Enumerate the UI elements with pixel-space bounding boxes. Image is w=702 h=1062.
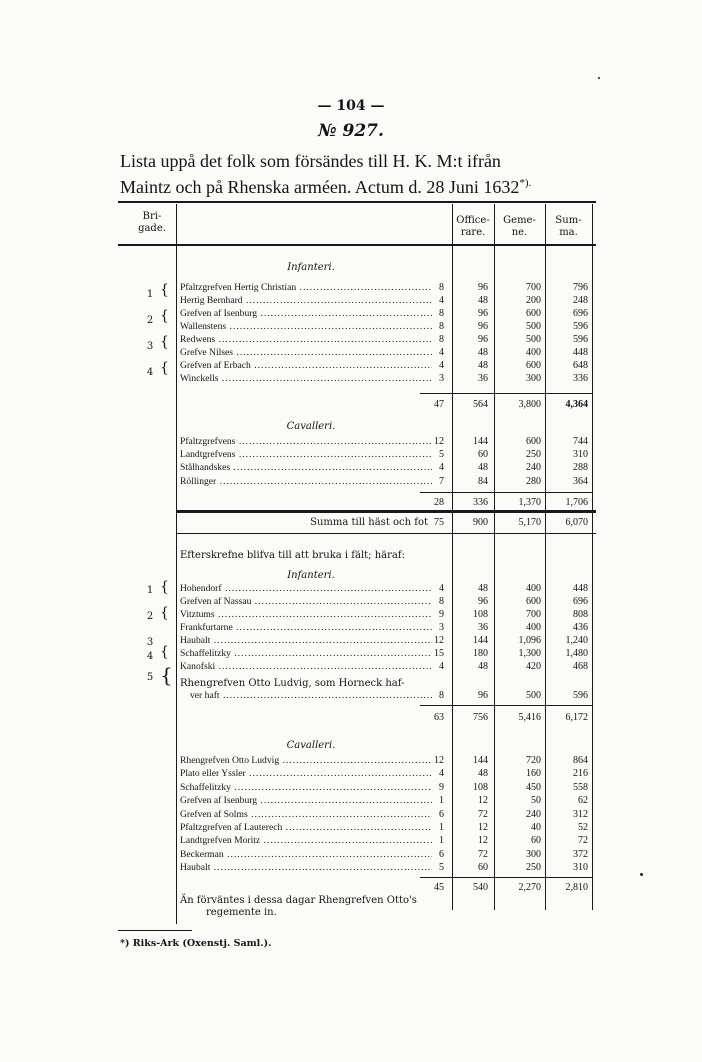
table-row-name: Grefve Nilses ..... <box>180 347 432 358</box>
part2-infantry-total-count: 63 <box>434 712 444 723</box>
title-line-2: Maintz och på Rhenska arméen. Actum d. 28 Juni 1632*). <box>120 177 532 197</box>
table-cell-count: 4 <box>439 360 444 371</box>
table-row-name: Grefven af Erbach ..... <box>180 360 432 371</box>
header-bottom-rule <box>118 244 596 246</box>
table-row-name: Landtgrefvens ..... <box>180 449 432 460</box>
table-cell-count: 15 <box>434 648 444 659</box>
officers-column-rule-left <box>452 204 453 910</box>
table-cell-count: 9 <box>439 781 444 793</box>
table-cell-count: 7 <box>439 475 444 487</box>
table-cell-soldiers: 40 <box>531 822 541 833</box>
sum-column-rule-left <box>545 204 546 910</box>
table-cell-count: 12 <box>434 436 444 447</box>
table-cell-sum: 336 <box>573 373 588 384</box>
table-row-name: Hohendorf ..... <box>180 583 432 594</box>
otto-ludvig-officers: 96 <box>478 690 488 701</box>
table-cell-sum: 216 <box>573 768 588 780</box>
table-cell-officers: 144 <box>473 436 488 447</box>
table-cell-officers: 60 <box>478 449 488 461</box>
brace: { <box>160 308 169 324</box>
table-row-name: Kanofski ..... <box>180 661 432 672</box>
table-cell-count: 9 <box>439 609 444 620</box>
table-cell-sum: 864 <box>573 755 588 766</box>
table-cell-officers: 96 <box>478 321 488 332</box>
brigade-number: 2 <box>146 611 154 622</box>
otto-ludvig-line-2: ver haft ..... <box>190 690 432 701</box>
table-cell-soldiers: 400 <box>526 622 541 633</box>
brace: { <box>160 579 169 595</box>
table-cell-sum: 596 <box>573 321 588 332</box>
grand-total-sum: 6,070 <box>565 517 588 528</box>
table-cell-officers: 48 <box>478 295 488 306</box>
table-cell-officers: 48 <box>478 768 488 780</box>
table-cell-soldiers: 500 <box>526 334 541 345</box>
table-cell-soldiers: 1,096 <box>518 635 541 646</box>
grand-total-officers: 900 <box>473 517 488 528</box>
table-row-name: Rhengrefven Otto Ludvig ..... <box>180 755 432 766</box>
table-row-name: Grefven af Nassau ..... <box>180 596 432 607</box>
table-cell-sum: 312 <box>573 808 588 820</box>
table-cell-count: 4 <box>439 768 444 780</box>
table-cell-sum: 468 <box>573 661 588 672</box>
table-row-name: Frankfurtarne ..... <box>180 622 432 633</box>
table-cell-count: 4 <box>439 295 444 306</box>
table-cell-sum: 436 <box>573 622 588 633</box>
table-cell-soldiers: 250 <box>526 862 541 874</box>
table-cell-officers: 144 <box>473 635 488 646</box>
table-cell-officers: 48 <box>478 661 488 672</box>
table-cell-sum: 1,240 <box>565 635 588 646</box>
table-row-name: Beckerman ..... <box>180 849 432 860</box>
table-cell-soldiers: 700 <box>526 282 541 293</box>
table-cell-count: 1 <box>439 795 444 807</box>
table-cell-count: 12 <box>434 635 444 646</box>
table-cell-officers: 48 <box>478 347 488 358</box>
table-cell-soldiers: 160 <box>526 768 541 780</box>
table-cell-soldiers: 500 <box>526 321 541 332</box>
brigade-number: 2 <box>146 315 154 326</box>
table-row-name: Hertig Bernhard ..... <box>180 295 432 306</box>
brace: { <box>160 605 169 621</box>
table-cell-count: 6 <box>439 848 444 860</box>
brigade-number: 1 <box>146 289 154 300</box>
table-row-name: Stålhandskes ..... <box>180 462 432 473</box>
table-cell-sum: 310 <box>573 449 588 461</box>
table-cell-soldiers: 700 <box>526 609 541 620</box>
table-cell-sum: 744 <box>573 436 588 447</box>
table-cell-soldiers: 720 <box>526 755 541 766</box>
brigade-number: 3 <box>146 341 154 352</box>
table-cell-count: 1 <box>439 822 444 833</box>
brigade-number: 4 <box>146 367 154 378</box>
part2-intro: Efterskrefne blifva till att bruka i fält; häraf: <box>180 550 405 561</box>
table-cell-soldiers: 600 <box>526 308 541 319</box>
grand-total-soldiers: 5,170 <box>518 517 541 528</box>
part1-cavalry-total-soldiers: 1,370 <box>518 497 541 508</box>
grand-total-label: Summa till häst och fot <box>310 517 428 528</box>
sum-column-rule-right <box>592 204 593 910</box>
table-row-name: Schaffelitzky ..... <box>180 648 432 659</box>
table-cell-count: 3 <box>439 373 444 384</box>
part-divider-rule <box>176 533 596 534</box>
print-speck <box>640 873 643 876</box>
table-cell-officers: 180 <box>473 648 488 659</box>
table-cell-sum: 288 <box>573 462 588 474</box>
soldiers-column-rule-left <box>494 204 495 910</box>
brigade-column-header: Bri- gade. <box>138 211 166 234</box>
table-cell-sum: 596 <box>573 334 588 345</box>
table-cell-sum: 796 <box>573 282 588 293</box>
table-cell-soldiers: 420 <box>526 661 541 672</box>
table-cell-sum: 72 <box>578 835 588 847</box>
table-cell-officers: 60 <box>478 862 488 874</box>
table-cell-count: 3 <box>439 622 444 633</box>
table-cell-count: 5 <box>439 449 444 461</box>
table-cell-soldiers: 400 <box>526 347 541 358</box>
title-footnote-marker: *). <box>519 177 532 189</box>
table-row-name: Schaffelitzky ..... <box>180 782 432 793</box>
table-cell-sum: 62 <box>578 795 588 807</box>
brigade-column-rule <box>176 204 177 924</box>
part2-infantry-total-sum: 6,172 <box>565 712 588 723</box>
table-row-name: Grefven af Isenburg ..... <box>180 795 432 806</box>
table-cell-officers: 144 <box>473 755 488 766</box>
table-row-name: Wallenstens ..... <box>180 321 432 332</box>
table-cell-sum: 696 <box>573 596 588 607</box>
grand-total-rule <box>176 510 596 513</box>
table-cell-officers: 96 <box>478 334 488 345</box>
table-row-name: Landtgrefven Moritz ..... <box>180 835 432 846</box>
part1-infantry-total-officers: 564 <box>473 399 488 410</box>
table-cell-officers: 12 <box>478 795 488 807</box>
table-cell-count: 8 <box>439 321 444 332</box>
table-row-name: Redwens ..... <box>180 334 432 345</box>
otto-ludvig-sum: 596 <box>573 690 588 701</box>
table-cell-soldiers: 240 <box>526 808 541 820</box>
table-row-name: Haubalt ..... <box>180 862 432 873</box>
part2-cavalry-total-soldiers: 2,270 <box>518 882 541 893</box>
closing-note-line-1: Än förväntes i dessa dagar Rhengrefven Otto's <box>180 895 417 906</box>
title-line-1: Lista uppå det folk som försändes till H. K. M:t ifrån <box>120 151 501 171</box>
part1-cavalry-total-officers: 336 <box>473 497 488 508</box>
table-cell-officers: 96 <box>478 596 488 607</box>
table-cell-soldiers: 600 <box>526 436 541 447</box>
brace: { <box>160 360 169 376</box>
subtotal-rule <box>420 492 592 493</box>
part2-cavalry-total-count: 45 <box>434 882 444 893</box>
table-cell-count: 12 <box>434 755 444 766</box>
table-cell-officers: 96 <box>478 282 488 293</box>
part1-cavalry-total-sum: 1,706 <box>565 497 588 508</box>
brace: { <box>160 334 169 350</box>
table-cell-count: 4 <box>439 462 444 474</box>
footnote: *) Riks-Ark (Oxenstj. Saml.). <box>120 938 272 949</box>
table-cell-count: 4 <box>439 661 444 672</box>
table-cell-sum: 1,480 <box>565 648 588 659</box>
table-row-name: Haubalt ..... <box>180 635 432 646</box>
brigade-number: 5 <box>146 672 154 683</box>
part2-cavalry-heading: Cavalleri. <box>286 740 336 751</box>
part1-infantry-total-count: 47 <box>434 399 444 410</box>
table-cell-officers: 48 <box>478 360 488 371</box>
officers-column-header: Office- rare. <box>456 215 490 238</box>
table-row-name: Röllinger ..... <box>180 476 432 487</box>
table-cell-sum: 310 <box>573 862 588 874</box>
table-cell-soldiers: 50 <box>531 795 541 807</box>
table-cell-sum: 448 <box>573 583 588 594</box>
part1-cavalry-heading: Cavalleri. <box>286 421 336 432</box>
part2-cavalry-total-sum: 2,810 <box>565 882 588 893</box>
part2-infantry-total-officers: 756 <box>473 712 488 723</box>
table-cell-soldiers: 200 <box>526 295 541 306</box>
table-cell-soldiers: 600 <box>526 360 541 371</box>
otto-ludvig-soldiers: 500 <box>526 690 541 701</box>
table-cell-sum: 648 <box>573 360 588 371</box>
table-row-name: Grefven af Solms ..... <box>180 809 432 820</box>
table-cell-sum: 808 <box>573 609 588 620</box>
table-cell-officers: 72 <box>478 808 488 820</box>
brigade-number: 1 <box>146 585 154 596</box>
table-cell-officers: 96 <box>478 308 488 319</box>
table-cell-sum: 558 <box>573 781 588 793</box>
table-cell-count: 5 <box>439 862 444 874</box>
subtotal-rule <box>420 877 592 878</box>
table-cell-soldiers: 300 <box>526 848 541 860</box>
closing-note-line-2: regemente in. <box>206 907 277 918</box>
table-cell-officers: 12 <box>478 835 488 847</box>
page-number: — 104 — <box>317 98 385 114</box>
part1-infantry-total-sum: 4,364 <box>565 399 588 410</box>
print-speck <box>598 77 600 79</box>
table-cell-count: 6 <box>439 808 444 820</box>
grand-total-count: 75 <box>434 517 444 528</box>
table-cell-soldiers: 250 <box>526 449 541 461</box>
table-row-name: Vitztums ..... <box>180 609 432 620</box>
table-cell-count: 8 <box>439 596 444 607</box>
table-cell-officers: 12 <box>478 822 488 833</box>
table-cell-count: 1 <box>439 835 444 847</box>
table-cell-sum: 52 <box>578 822 588 833</box>
table-row-name: Pfaltzgrefven af Lauterech ..... <box>180 822 432 833</box>
table-row-name: Plato eller Yssler ..... <box>180 768 432 779</box>
table-cell-count: 4 <box>439 347 444 358</box>
table-row-name: Pfaltzgrefven Hertig Christian ..... <box>180 282 432 293</box>
brace: { <box>160 282 169 298</box>
table-cell-soldiers: 400 <box>526 583 541 594</box>
table-cell-officers: 36 <box>478 622 488 633</box>
table-cell-sum: 364 <box>573 475 588 487</box>
table-cell-sum: 248 <box>573 295 588 306</box>
table-cell-soldiers: 60 <box>531 835 541 847</box>
otto-ludvig-line-1: Rhengrefven Otto Ludvig, som Horneck haf- <box>180 678 405 689</box>
table-row-name: Grefven af Isenburg ..... <box>180 308 432 319</box>
table-cell-count: 8 <box>439 334 444 345</box>
table-row-name: Pfaltzgrefvens ..... <box>180 436 432 447</box>
table-cell-soldiers: 1,300 <box>518 648 541 659</box>
part2-cavalry-total-officers: 540 <box>473 882 488 893</box>
table-cell-count: 8 <box>439 282 444 293</box>
table-cell-officers: 36 <box>478 373 488 384</box>
table-cell-soldiers: 600 <box>526 596 541 607</box>
table-cell-sum: 372 <box>573 848 588 860</box>
subtotal-rule <box>420 393 592 394</box>
table-cell-count: 8 <box>439 308 444 319</box>
table-cell-officers: 48 <box>478 583 488 594</box>
table-top-rule <box>118 201 596 203</box>
table-cell-sum: 696 <box>573 308 588 319</box>
table-cell-count: 4 <box>439 583 444 594</box>
table-cell-officers: 108 <box>473 781 488 793</box>
soldiers-column-header: Geme- ne. <box>503 215 536 238</box>
table-cell-officers: 72 <box>478 848 488 860</box>
brace: { <box>160 644 169 660</box>
table-cell-soldiers: 450 <box>526 781 541 793</box>
subtotal-rule <box>420 705 592 706</box>
brigade-number: 4 <box>146 651 154 662</box>
part2-infantry-total-soldiers: 5,416 <box>518 712 541 723</box>
otto-ludvig-count: 8 <box>439 690 444 701</box>
table-row-name: Winckells ..... <box>180 373 432 384</box>
brace: { <box>160 663 173 687</box>
part1-cavalry-total-count: 28 <box>434 497 444 508</box>
part2-infantry-heading: Infanteri. <box>287 570 335 581</box>
table-cell-officers: 108 <box>473 609 488 620</box>
table-cell-soldiers: 240 <box>526 462 541 474</box>
part1-infantry-total-soldiers: 3,800 <box>518 399 541 410</box>
document-number: № 927. <box>318 121 384 141</box>
brigade-number: 3 <box>146 637 154 648</box>
table-cell-officers: 48 <box>478 462 488 474</box>
part1-infantry-heading: Infanteri. <box>287 262 335 273</box>
table-cell-officers: 84 <box>478 475 488 487</box>
table-cell-soldiers: 300 <box>526 373 541 384</box>
sum-column-header: Sum- ma. <box>555 215 582 238</box>
table-cell-soldiers: 280 <box>526 475 541 487</box>
table-cell-sum: 448 <box>573 347 588 358</box>
footnote-rule <box>118 930 192 931</box>
